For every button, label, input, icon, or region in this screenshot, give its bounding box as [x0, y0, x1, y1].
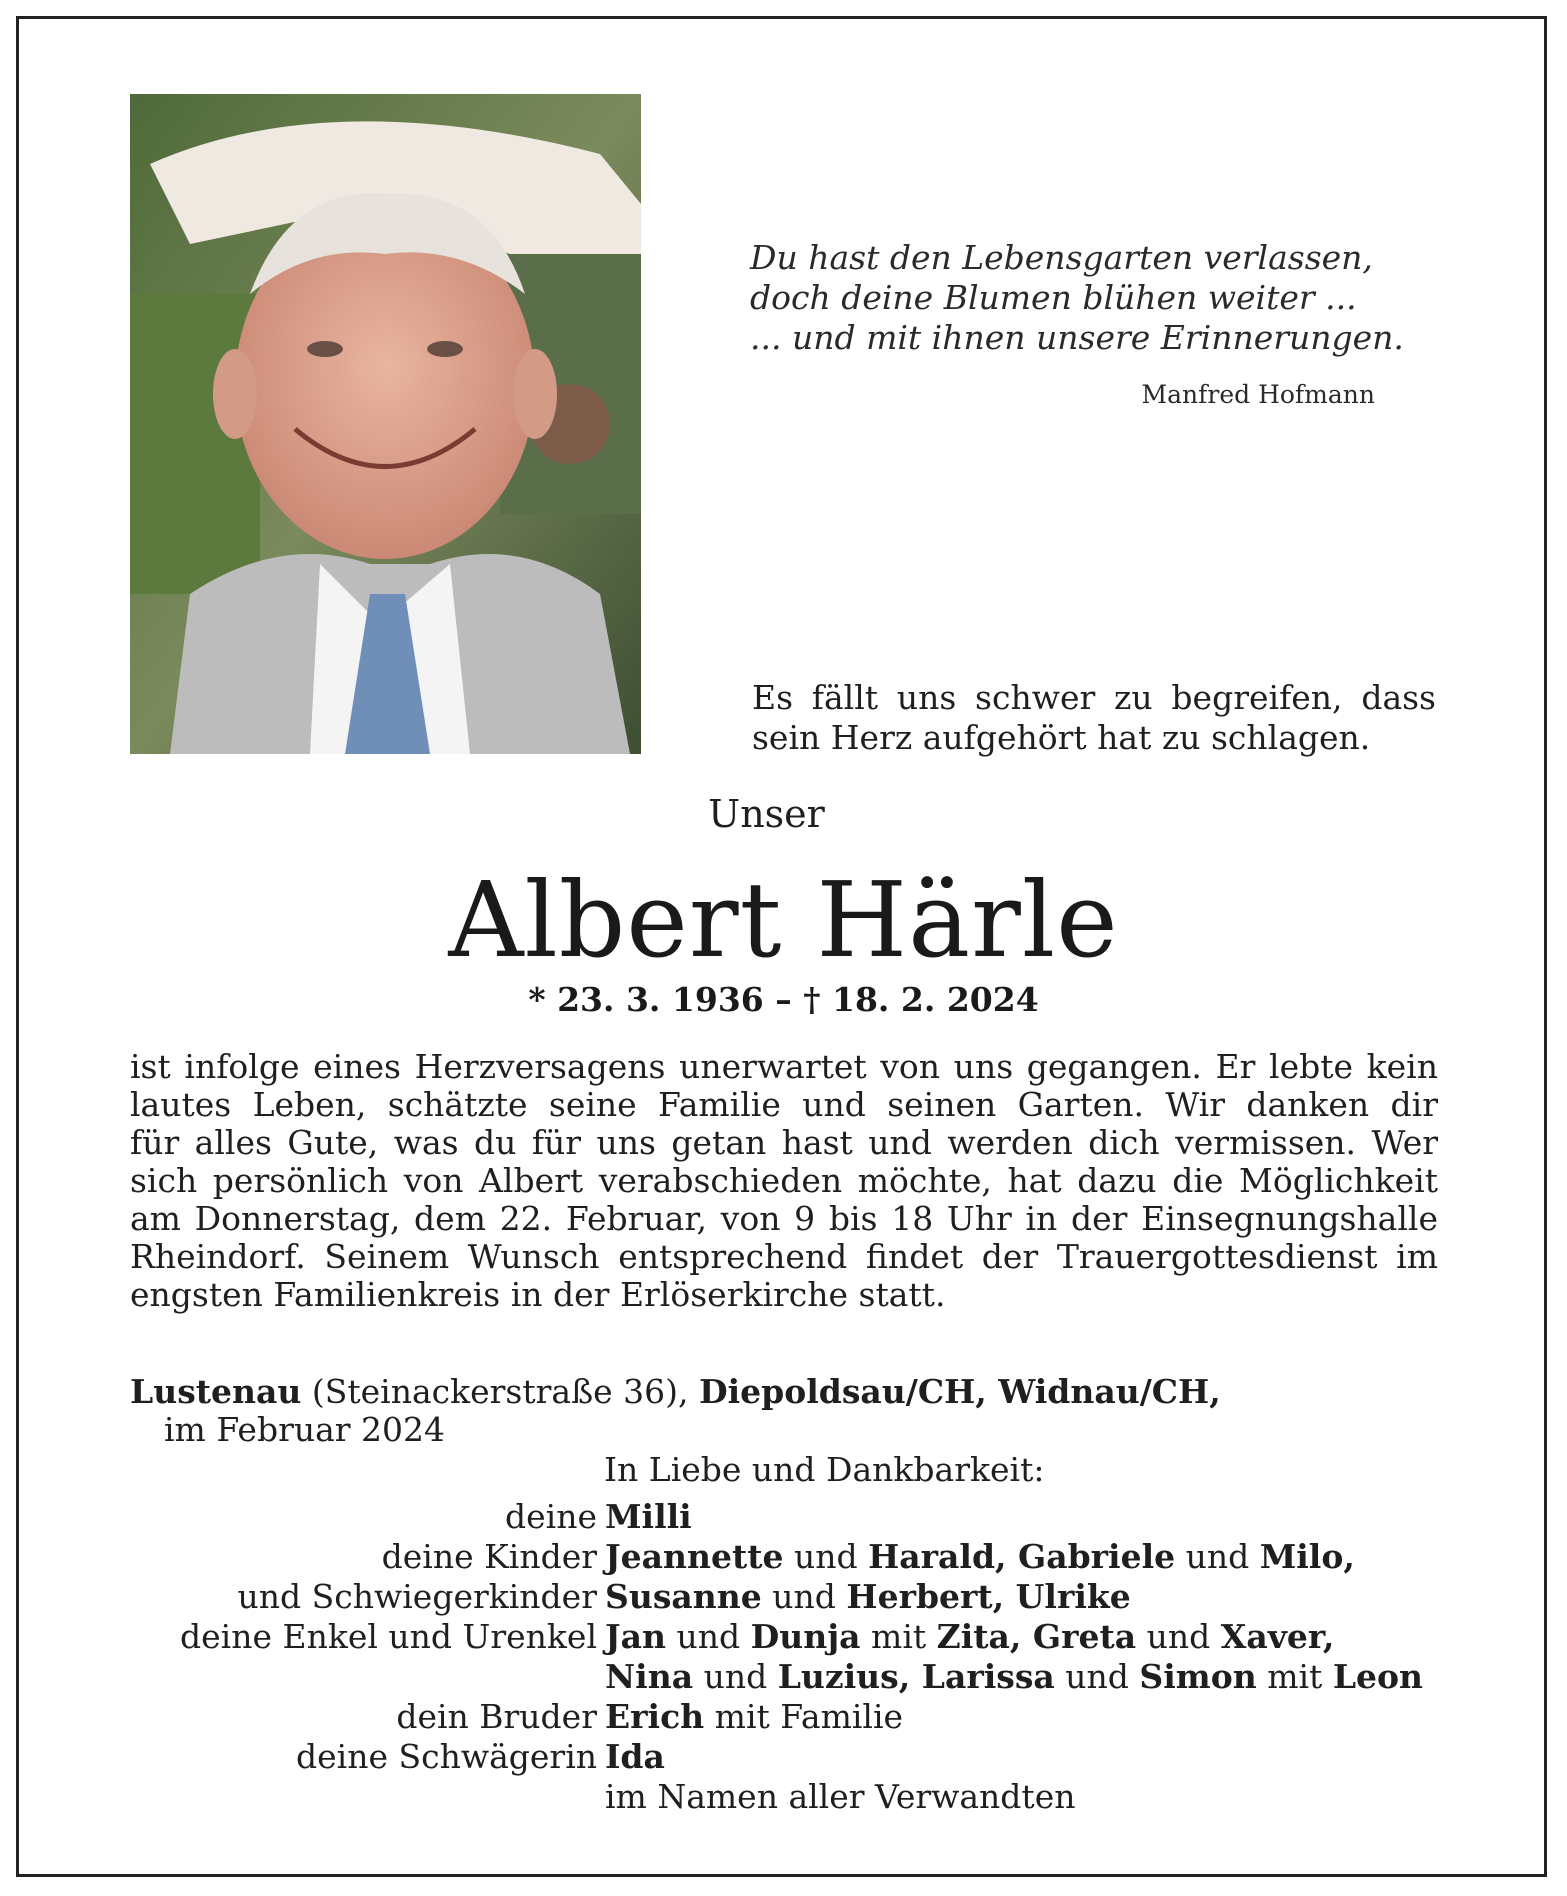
quote-line: doch deine Blumen blühen weiter ...	[750, 278, 1357, 317]
family-row	[130, 1577, 1460, 1617]
member-name: Jan	[605, 1617, 666, 1656]
joiner: mit	[1256, 1657, 1333, 1696]
relation-label: dein Bruder	[396, 1697, 597, 1736]
joiner: mit	[860, 1617, 937, 1656]
member-names	[605, 1737, 665, 1777]
body-line: am Donnerstag, dem 22. Februar, von 9 bis 18 Uhr in der Einsegnungshalle	[130, 1199, 1438, 1238]
member-name: Susanne	[605, 1577, 762, 1616]
intro-word	[0, 792, 1567, 836]
member-names	[605, 1777, 1075, 1817]
body-line: Rheindorf. Seinem Wunsch entsprechend findet der Trauergottesdienst im	[130, 1237, 1438, 1276]
mourning-text	[752, 678, 1436, 758]
member-name: Zita,	[936, 1617, 1022, 1656]
relation-label: deine Schwägerin	[296, 1737, 597, 1776]
mourning-line: sein Herz aufgehört hat zu schlagen.	[752, 718, 1371, 757]
joiner: und	[761, 1577, 847, 1616]
member-names	[605, 1577, 1131, 1617]
portrait-photo	[130, 94, 641, 754]
family-row	[130, 1497, 1460, 1537]
mourning-line: Es fällt uns schwer zu begreifen, dass	[752, 678, 1436, 717]
member-names	[605, 1617, 1334, 1657]
relation-label: deine	[505, 1497, 597, 1536]
member-name: Milo,	[1259, 1537, 1355, 1576]
member-name: Leon	[1332, 1657, 1424, 1696]
obituary-body	[130, 1048, 1438, 1314]
family-row	[130, 1657, 1460, 1697]
member-name: Milli	[605, 1497, 692, 1536]
thanks-line: In Liebe und Dankbarkeit:	[604, 1450, 1045, 1489]
portrait-illustration	[130, 94, 641, 754]
place-line	[130, 1372, 1430, 1412]
family-row	[130, 1737, 1460, 1777]
deceased-name: Albert Härle	[448, 859, 1119, 981]
member-name: Larissa	[910, 1657, 1055, 1696]
member-name: Xaver,	[1220, 1617, 1335, 1656]
family-row	[130, 1697, 1460, 1737]
relation-label: und Schwiegerkinder	[237, 1577, 597, 1616]
family-row	[130, 1537, 1460, 1577]
member-name: Ulrike	[1004, 1577, 1131, 1616]
joiner: und	[693, 1657, 778, 1696]
joiner: mit Familie	[704, 1697, 904, 1736]
relation-label: deine Kinder	[381, 1537, 597, 1576]
member-name: Gabriele	[1006, 1537, 1176, 1576]
place-town: Lustenau	[130, 1372, 302, 1411]
member-names	[605, 1697, 903, 1737]
member-names	[605, 1657, 1423, 1697]
joiner: und	[783, 1537, 869, 1576]
epigraph-quote	[750, 238, 1404, 358]
member-names	[605, 1537, 1355, 1577]
body-line: sich persönlich von Albert verabschieden möchte, hat dazu die Möglichkeit	[130, 1161, 1438, 1200]
place-address: (Steinackerstraße 36),	[301, 1372, 699, 1411]
life-dates: * 23. 3. 1936 – † 18. 2. 2024	[528, 980, 1039, 1019]
family-list	[130, 1497, 1460, 1817]
body-line: engsten Familienkreis in der Erlöserkirche statt.	[130, 1275, 946, 1314]
family-row	[130, 1777, 1460, 1817]
member-name: Harald,	[868, 1537, 1007, 1576]
member-name: Nina	[605, 1657, 694, 1696]
joiner: und	[1136, 1617, 1221, 1656]
member-name: Erich	[605, 1697, 705, 1736]
body-line: für alles Gute, was du für uns getan hast und werden dich vermissen. Wer	[130, 1123, 1438, 1162]
member-name: Dunja	[750, 1617, 861, 1656]
member-name: Jeannette	[605, 1537, 784, 1576]
quote-line: Du hast den Lebensgarten verlassen,	[750, 238, 1373, 277]
quote-line: ... und mit ihnen unsere Erinnerungen.	[750, 318, 1404, 357]
body-line: ist infolge eines Herzversagens unerwartet von uns gegangen. Er lebte kein	[130, 1047, 1438, 1086]
member-name: Greta	[1021, 1617, 1137, 1656]
place-others: Diepoldsau/CH, Widnau/CH,	[698, 1372, 1221, 1411]
member-name: Luzius,	[777, 1657, 911, 1696]
joiner: und	[666, 1617, 751, 1656]
quote-author: Manfred Hofmann	[1141, 380, 1375, 409]
intro-text: Unser	[708, 792, 825, 836]
family-row	[130, 1617, 1460, 1657]
member-name: Ida	[605, 1737, 665, 1776]
place-month: im Februar 2024	[164, 1410, 446, 1449]
body-line: lautes Leben, schätzte seine Familie und seinen Garten. Wir danken dir	[130, 1085, 1438, 1124]
joiner: und	[1054, 1657, 1140, 1696]
relation-label	[130, 1657, 605, 1697]
joiner: und	[1175, 1537, 1260, 1576]
member-name: Simon	[1139, 1657, 1257, 1696]
closing-line: im Namen aller Verwandten	[605, 1777, 1076, 1816]
member-name: Herbert,	[846, 1577, 1005, 1616]
relation-label	[130, 1777, 605, 1817]
member-names	[605, 1497, 692, 1537]
relation-label: deine Enkel und Urenkel	[180, 1617, 597, 1656]
